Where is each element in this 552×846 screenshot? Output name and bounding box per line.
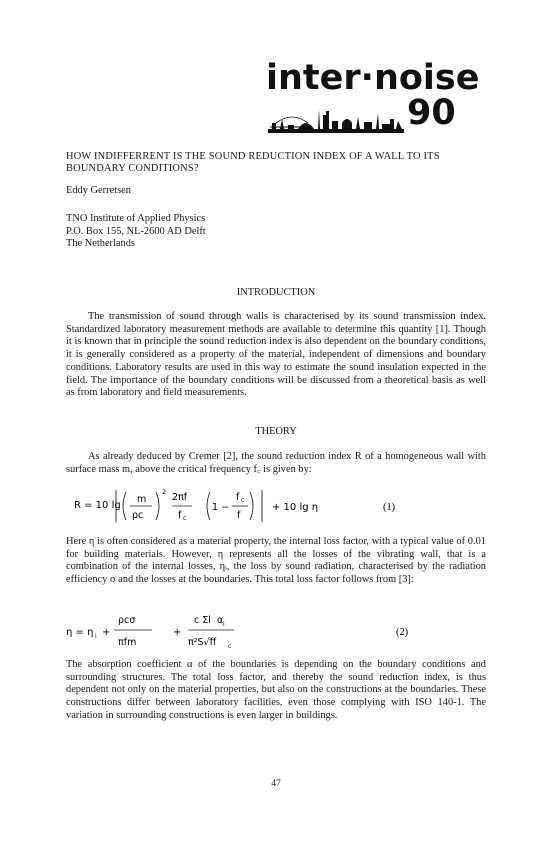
eq2-frac2-denominator: π²S√ff	[188, 637, 217, 648]
theory-loss-factor-paragraph	[66, 536, 486, 587]
eq1-fc-sub: c	[183, 515, 187, 522]
theory-loss-factor-text: Here η is often considered as a material property, the internal loss factor, with a typical value of 0.01 for building materials. However, η represents all the losses of the vibrating wall, that is a combination of the internal losses, ηᵢ, the loss by sound radiation, characterised by the radiation efficiency σ and the losses at the boundaries. This total loss factor follows from [3]:	[66, 536, 486, 586]
eq1-square: 2	[162, 488, 167, 496]
section-heading-introduction: INTRODUCTION	[236, 287, 316, 298]
conference-logo-wordmark: inter·noise	[266, 58, 480, 98]
city-skyline-logo-graphic	[268, 103, 404, 133]
eq1-2pif: 2πf	[172, 492, 188, 503]
eq2-lhs: η = η	[66, 627, 94, 638]
eq2-frac2-numerator-sub: i	[223, 621, 225, 628]
eq1-tail: + 10 lg η	[272, 502, 319, 513]
eq1-one-minus: 1 −	[212, 502, 230, 513]
eq1-lhs: R = 10 lg	[74, 500, 121, 511]
eq2-lhs-sub: i	[95, 633, 97, 640]
eq1-fc: f	[178, 510, 182, 521]
author-name: Eddy Gerretsen	[66, 185, 131, 196]
eq2-frac1-denominator: πfm	[118, 637, 137, 648]
eq1-m: m	[137, 494, 147, 505]
page-number: 47	[271, 778, 281, 789]
eq1-rho-c: ρc	[132, 510, 144, 521]
theory-boundary-text: The absorption coefficient α of the boundaries is depending on the boundary conditions and surrounding structures. The total loss factor, and thereby the sound reduction index, is thus dependent not only on the material properties, but also on the constructions at the boundaries. These constructions differ between laboratory facilities, even those complying with ISO 140-1. The variation in surrounding constructions is even larger in buildings.	[66, 659, 486, 721]
introduction-text: The transmission of sound through walls is characterised by its sound transmission index. Standardized laboratory measurement methods are available to determine this quantity [1]. Though it is known that in principle the sound reduction index is also dependent on the boundary conditions, it is generally considered as a property of the material, independent of dimensions and boundary conditions. Laboratory results are used in this way to estimate the sound insulation expected in the field. The importance of the boundary conditions will be discussed from a theoretical basis as well as from laboratory and field measurements.	[66, 311, 486, 399]
section-heading-theory: THEORY	[255, 426, 297, 437]
affiliation-line: TNO Institute of Applied Physics	[66, 213, 206, 224]
equation-2	[66, 608, 496, 652]
eq2-frac2-numerator-alpha: α	[217, 615, 224, 626]
eq1-fc-numerator-sub: c	[241, 497, 245, 504]
conference-logo-year: 90	[407, 93, 456, 133]
introduction-paragraph	[66, 311, 486, 400]
eq2-frac2-denominator-sub: c	[228, 643, 232, 650]
theory-boundary-paragraph	[66, 659, 486, 723]
paper-title: HOW INDIFFERRENT IS THE SOUND REDUCTION INDEX OF A WALL TO ITS BOUNDARY CONDITIONS?	[66, 151, 440, 174]
theory-intro-paragraph	[66, 451, 486, 476]
affiliation-line: P.O. Box 155, NL-2600 AD Delft	[66, 225, 206, 237]
eq1-fc-numerator: f	[236, 492, 240, 503]
eq2-plus-1: +	[102, 627, 111, 638]
eq2-plus-2: +	[173, 627, 182, 638]
eq2-frac1-numerator: ρcσ	[118, 615, 136, 626]
equation-1	[66, 484, 496, 526]
theory-intro-text: As already deduced by Cremer [2], the sound reduction index R of a homogeneous wall with surface mass m, above the critical frequency f꜀ is given by:	[66, 451, 486, 475]
affiliation-line: The Netherlands	[66, 238, 135, 250]
author-affiliation	[66, 213, 366, 251]
eq1-number: (1)	[383, 502, 396, 513]
eq1-f-denominator: f	[237, 510, 241, 521]
eq2-number: (2)	[396, 627, 409, 638]
eq2-frac2-numerator: c Σl	[194, 615, 211, 626]
